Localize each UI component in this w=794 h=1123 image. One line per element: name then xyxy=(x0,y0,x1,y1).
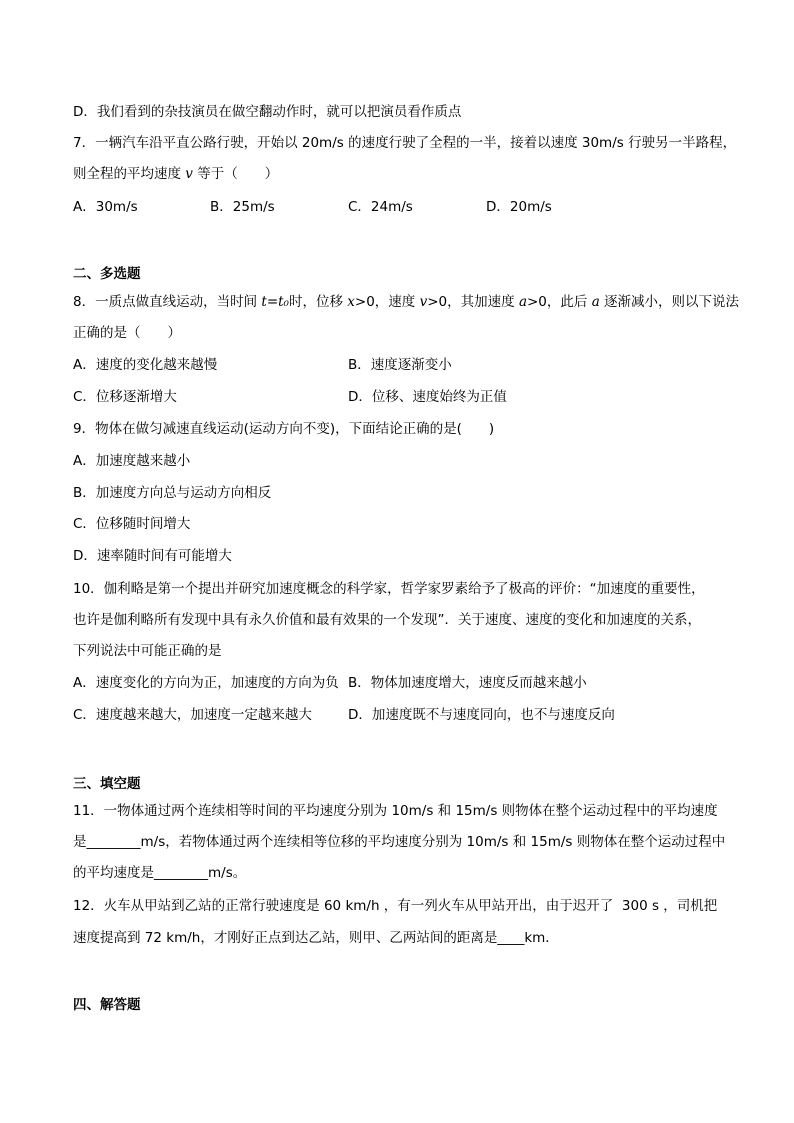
q8-option-c: C．位移逐渐增大 xyxy=(73,389,177,405)
q7-option-b: B．25m/s xyxy=(210,199,275,215)
section-heading-multiple-choice: 二、多选题 xyxy=(73,266,141,282)
q8-option-a: A．速度的变化越来越慢 xyxy=(73,357,218,373)
q10-option-c: C．速度越来越大，加速度一定越来越大 xyxy=(73,707,312,723)
q6-option-d: D．我们看到的杂技演员在做空翻动作时，就可以把演员看作质点 xyxy=(73,104,462,120)
q8-stem-line1 xyxy=(73,293,739,311)
q10-option-d: D．加速度既不与速度同向，也不与速度反向 xyxy=(348,707,615,723)
q7-stem-text-end: 等于（ ） xyxy=(192,166,279,182)
q8-stem-line2: 正确的是（ ） xyxy=(73,325,181,341)
q8-option-d: D．位移、速度始终为正值 xyxy=(348,389,507,405)
q8-text-5: >0，此后 xyxy=(527,294,592,310)
q7-option-a: A．30m/s xyxy=(73,199,138,215)
q8-text-3: >0，速度 xyxy=(354,294,420,310)
q9-option-a: A．加速度越来越小 xyxy=(73,453,191,469)
section-heading-answer: 四、解答题 xyxy=(73,997,141,1013)
q10-option-a: A．速度变化的方向为正，加速度的方向为负 xyxy=(73,675,339,691)
q8-var-x: x xyxy=(347,294,355,310)
q9-option-d: D．速率随时间有可能增大 xyxy=(73,548,232,564)
q10-option-b: B．物体加速度增大，速度反而越来越小 xyxy=(348,675,587,691)
q8-option-b: B．速度逐渐变小 xyxy=(348,357,452,373)
q8-var-a-2: a xyxy=(591,294,600,310)
section-heading-fill-in: 三、填空题 xyxy=(73,776,141,792)
q7-option-d: D．20m/s xyxy=(486,199,552,215)
q11-stem-line3: 的平均速度是________m/s。 xyxy=(73,865,247,881)
q7-stem-line2 xyxy=(73,165,278,183)
q9-option-c: C．位移随时间增大 xyxy=(73,516,191,532)
q9-stem: 9．物体在做匀减速直线运动(运动方向不变)，下面结论正确的是( ) xyxy=(73,421,495,437)
q8-text-4: >0，其加速度 xyxy=(427,294,519,310)
q8-var-v: v xyxy=(419,294,428,310)
q9-option-b: B．加速度方向总与运动方向相反 xyxy=(73,485,272,501)
q8-var-t: t=t₀ xyxy=(261,294,289,310)
q8-text-6: 逐渐减小，则以下说法 xyxy=(599,294,740,310)
q10-stem-line2: 也许是伽利略所有发现中具有永久价值和最有效果的一个发现”．关于速度、速度的变化和加速度的关系， xyxy=(73,612,701,628)
q12-stem-line1: 12．火车从甲站到乙站的正常行驶速度是 60 km/h ，有一列火车从甲站开出，由于迟开了 300 s ，司机把 xyxy=(73,898,718,914)
q10-stem-line1: 10．伽利略是第一个提出并研究加速度概念的科学家，哲学家罗素给予了极高的评价：“加速度的重要性， xyxy=(73,581,705,597)
q7-var-v: v xyxy=(185,166,193,182)
q7-stem-line1: 7．一辆汽车沿平直公路行驶，开始以 20m/s 的速度行驶了全程的一半，接着以速度 30m/s 行驶另一半路程， xyxy=(73,135,737,151)
q11-stem-line2: 是________m/s，若物体通过两个连续相等位移的平均速度分别为 10m/s 和 15m/s 则物体在整个运动过程中 xyxy=(73,834,726,850)
q8-text-2: 时，位移 xyxy=(288,294,348,310)
q10-stem-line3: 下列说法中可能正确的是 xyxy=(73,643,222,659)
q12-stem-line2: 速度提高到 72 km/h，才刚好正点到达乙站，则甲、乙两站间的距离是____km． xyxy=(73,930,559,946)
q8-var-a: a xyxy=(518,294,527,310)
q7-option-c: C．24m/s xyxy=(348,199,413,215)
q7-stem-text: 则全程的平均速度 xyxy=(73,166,186,182)
q11-stem-line1: 11．一物体通过两个连续相等时间的平均速度分别为 10m/s 和 15m/s 则物体在整个运动过程中的平均速度 xyxy=(73,803,718,819)
q8-text-1: 8．一质点做直线运动，当时间 xyxy=(73,294,262,310)
